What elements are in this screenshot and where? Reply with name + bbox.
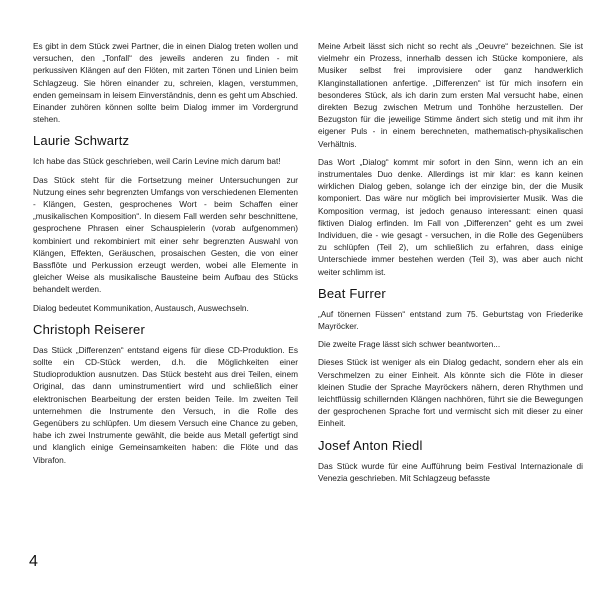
left-column [33, 40, 298, 472]
paragraph: Das Stück wurde für eine Aufführung beim Festival Internazionale di Venezia geschrieben. Mit Schlagzeug befasste [318, 460, 583, 483]
composer-heading-furrer: Beat Furrer [318, 285, 386, 301]
paragraph: Es gibt in dem Stück zwei Partner, die in einen Dialog treten wollen und versuchen, den „Tonfall“ des jeweils anderen zu finden - mit perkussiven Klängen auf den Flöten, mit zarten Tönen und Linien beim Schlagzeug. Sie hören einander zu, schreien, klagen, verstummen, enden gemeinsam in leisem Einverständnis, denn es geht um Abschied. [33, 41, 298, 100]
paragraph: Dieses Stück ist weniger als ein Dialog gedacht, sondern eher als ein Verschmelzen zu einer Einheit. Als könnte sich die Flöte in dieser kleinen Studie der Sprache Mayröckers nähern, deren Rhythmen und leichtflüssig schillernden Klängen nachhören, führt sie die Bewegungen der gesprochenen Sprache fort und vermischt sich mit dieser zu einer Einheit. [318, 357, 583, 429]
paragraph: Meine Arbeit lässt sich nicht so recht als „Oeuvre“ bezeichnen. Sie ist vielmehr ein Prozess, innerhalb dessen ich Stücke komponiere, als Musiker selbst frei improvisiere oder ganz handwerklich Klanginstallationen anfertige. „Differenzen“ ist für mich insofern ein besonderes Stück, als ich darin zum ersten Mal versucht habe, einen direkten Bezug zwischen Metrum und Tonhöhe herzustellen. Der Bezugston für die jeweilige Stimme ändert sich stetig und mit ihm ihr eigener Puls - in einem berechneten, mathematisch-physikalischen Verhältnis. [318, 41, 583, 149]
paragraph: Einander zuhören können sollte beim Dialog immer im Vordergrund stehen. [33, 102, 298, 125]
composer-heading-riedl: Josef Anton Riedl [318, 437, 423, 453]
paragraph: Dialog bedeutet Kommunikation, Austausch, Auswechseln. [33, 302, 249, 313]
right-column [318, 40, 583, 490]
paragraph: Das Wort „Dialog“ kommt mir sofort in den Sinn, wenn ich an ein instrumentales Duo denke. Allerdings ist mir klar: es kann keinen wirklichen Dialog geben, solange ich der einzige bin, der die Musik komponiert. Das wäre nur möglich bei improvisierter Musik. Was die Komposition vermag, ist jedoch genauso interessant: einen quasi fiktiven Dialog erfinden. Im Fall von „Differenzen“ geht es um zwei Individuen, die - wie gesagt - versuchen, in die Rolle des Gegenübers zu schlüpfen (Teil 2), um schließlich zu erfahren, dass einige Unterschiede immer bestehen werden (Teil 3), was aber auch nicht weiter schlimm ist. [318, 156, 583, 277]
composer-heading-schwartz: Laurie Schwartz [33, 133, 130, 149]
paragraph: Ich habe das Stück geschrieben, weil Carin Levine mich darum bat! [33, 156, 281, 167]
composer-heading-reiserer: Christoph Reiserer [33, 321, 145, 337]
page-number: 4 [29, 553, 38, 570]
paragraph: Die zweite Frage lässt sich schwer beantworten... [318, 339, 501, 350]
paragraph: Das Stück „Differenzen“ entstand eigens für diese CD-Produktion. Es sollte ein CD-Stück werden, d.h. die Möglichkeiten einer Studioproduktion ausnutzen. Das Stück besteht aus drei Teilen, einem Original, das dann uminstrumentiert wird und schließlich einer elektronischen Bearbeitung der ersten beiden Teile. Im zweiten Teil unternehmen die Instrumente den Versuch, in die Rolle des Gegenübers zu schlüpfen. Um diesem Versuch eine Chance zu geben, habe ich zwei Instrumente gewählt, die beide aus Metall gefertigt sind und klanglich einige Gemeinsamkeiten haben: die Flöte und das Vibrafon. [33, 344, 298, 465]
paragraph: „Auf tönernen Füssen“ entstand zum 75. Geburtstag von Friederike Mayröcker. [318, 308, 583, 332]
paragraph: Das Stück steht für die Fortsetzung meiner Untersuchungen zur Nutzung eines sehr begrenzten Umfangs von verschiedenen Elementen - Klängen, Gesten, gesprochenes Wort - beim Schaffen einer „musikalischen Komposition“. In diesem Fall werden sehr beschnittene, gesprochene Phrasen einer Schauspielerin (vorab aufgenommen) kombiniert und rekombiniert mit einer sehr begrenzten Auswahl von Klängen, Effekten, Geräuschen, prosaischen Gesten, die von einer Bassflöte und Perkussion erzeugt werden, wobei alle Elemente in gleicher Weise als musikalische Bausteine beim Aufbau des Stücks behandelt werden. [33, 174, 298, 295]
